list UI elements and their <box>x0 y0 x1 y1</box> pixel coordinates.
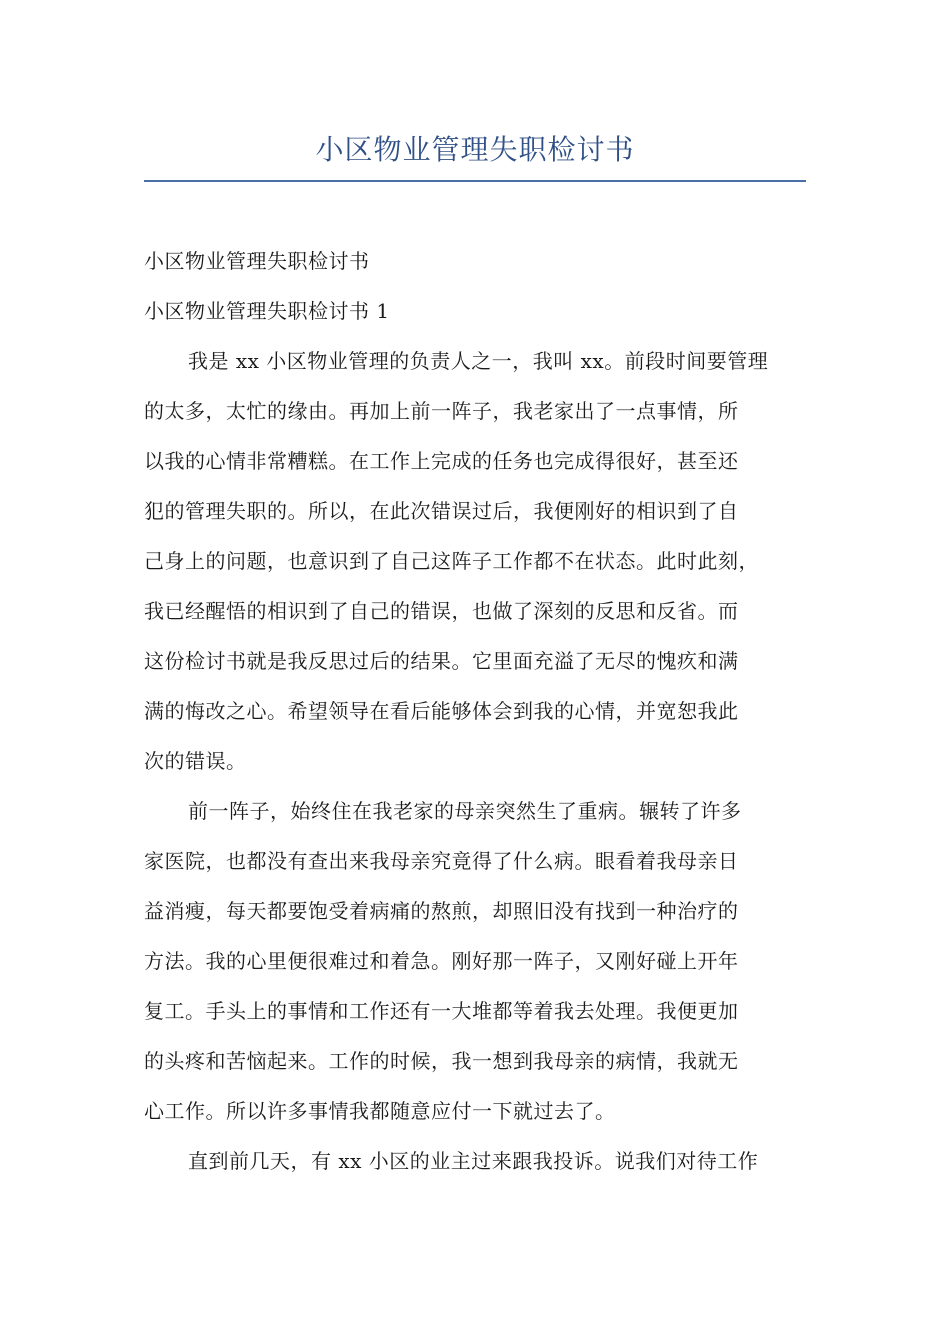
body-line: 犯的管理失职的。所以，在此次错误过后，我便刚好的相识到了自 <box>144 499 739 523</box>
body-line: 方法。我的心里便很难过和着急。刚好那一阵子，又刚好碰上开年 <box>144 949 739 973</box>
body-line: 心工作。所以许多事情我都随意应付一下就过去了。 <box>144 1099 616 1123</box>
body-line: 我已经醒悟的相识到了自己的错误，也做了深刻的反思和反省。而 <box>144 599 739 623</box>
body-line: 次的错误。 <box>144 749 247 773</box>
body-line: 满的悔改之心。希望领导在看后能够体会到我的心情，并宽恕我此 <box>144 699 739 723</box>
body-line: 益消瘦，每天都要饱受着病痛的熬煎，却照旧没有找到一种治疗的 <box>144 899 739 923</box>
body-line: 以我的心情非常糟糕。在工作上完成的任务也完成得很好，甚至还 <box>144 449 739 473</box>
body-line: 我是 xx 小区物业管理的负责人之一，我叫 xx。前段时间要管理 <box>188 349 769 373</box>
body-line: 前一阵子，始终住在我老家的母亲突然生了重病。辗转了许多 <box>188 799 742 823</box>
body-line: 家医院，也都没有查出来我母亲究竟得了什么病。眼看着我母亲日 <box>144 849 739 873</box>
body-line: 的太多，太忙的缘由。再加上前一阵子，我老家出了一点事情，所 <box>144 399 739 423</box>
body-line: 的头疼和苦恼起来。工作的时候，我一想到我母亲的病情，我就无 <box>144 1049 739 1073</box>
document-title: 小区物业管理失职检讨书 <box>315 133 635 166</box>
body-line: 小区物业管理失职检讨书 <box>144 249 370 273</box>
body-line: 直到前几天，有 xx 小区的业主过来跟我投诉。说我们对待工作 <box>188 1149 759 1173</box>
document-body <box>144 236 819 1186</box>
body-line: 小区物业管理失职检讨书 1 <box>144 299 390 323</box>
body-line: 这份检讨书就是我反思过后的结果。它里面充溢了无尽的愧疚和满 <box>144 649 739 673</box>
body-line: 己身上的问题，也意识到了自己这阵子工作都不在状态。此时此刻， <box>144 549 759 573</box>
body-line: 复工。手头上的事情和工作还有一大堆都等着我去处理。我便更加 <box>144 999 739 1023</box>
title-divider <box>144 180 806 182</box>
